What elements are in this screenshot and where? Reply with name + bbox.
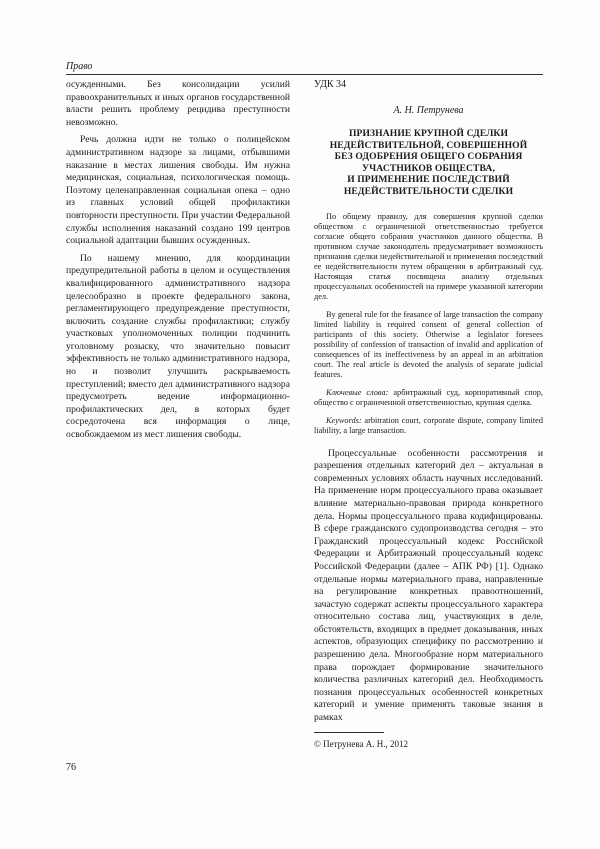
udk-code: УДК 34 — [314, 79, 347, 90]
keywords-english-label: Keywords: — [326, 415, 362, 425]
article-body: Процессуальные особенности рассмотрения и разрешения отдельных категорий дел – актуальная в современных условиях область научных исследований. На применение норм процессуального права оказывает влияние материально-правовая природа конкретного дела. Нормы процессуального права кодифицированы. В сфере гражданского судопроизводства сегодня – это Гражданский процессуальный кодекс Российской Федерации и Арбитражный процессуальный кодекс Российской Федерации (далее – АПК РФ) [1]. Однако отдельные нормы материального права, направленные на регулирование конкретных правоотношений, зачастую содержат аспекты процессуального характера относительно состава лиц, участвующих в деле, обстоятельств, входящих в предмет доказывания, иных аспектов, образующих специфику по рассмотрению и разрешению дела. Многообразие норм материального права порождает формирование значительного количества различных категорий дел. Необходимость познания процессуальных особенностей конкретных категорий и умение применять таковые знания в рамках — [314, 447, 543, 724]
title-line: БЕЗ ОДОБРЕНИЯ ОБЩЕГО СОБРАНИЯ — [334, 151, 523, 163]
article-title — [314, 128, 543, 198]
keywords-english-text: arbitration court, corporate dispute, company limited liability, a large transaction. — [314, 415, 543, 435]
keywords-russian-text: арбитражный суд, корпоративный спор, общество с ограниченной ответственностью, крупная сделка. — [314, 387, 544, 407]
title-line: НЕДЕЙСТВИТЕЛЬНОЙ, СОВЕРШЕННОЙ — [329, 139, 528, 151]
abstract-english: By general rule for the feasance of large transaction the company limited liability is required consent of general collection of participants of this society. Otherwise a legislator foresees possibility of confession of transaction of invalid and application of consequences of its ineffectiveness by an appeal in an arbitration court. The real article is devoted the analysis of separate judicial features. — [314, 309, 543, 379]
footnote-rule — [314, 732, 384, 733]
abstract-russian: По общему правилу, для совершения крупной сделки обществом с ограниченной ответственностью требуется согласие общего собрания участников данного общества. В противном случае законодатель предусматривает возможность признания сделки недействительной и применения последствий ее недействительности путем обращения в арбитражный суд. Настоящая статья посвящена анализу отдельных процессуальных особенностей на примере указанной категории дел. — [314, 211, 543, 301]
title-line: УЧАСТНИКОВ ОБЩЕСТВА, — [362, 162, 495, 174]
title-line: НЕДЕЙСТВИТЕЛЬНОСТИ СДЕЛКИ — [343, 185, 514, 197]
right-column — [314, 79, 543, 725]
keywords-english — [314, 416, 543, 436]
left-paragraph-2: Речь должна идти не только о полицейском административном надзоре за лицами, отбывшими наказание в местах лишения свободы. Им нужна медицинская, социальная, психологическая помощь. Поэтому целенаправленная социальная опека – одно из главных условий общей профилактики повторности преступности. При участии Федеральной службы исполнения наказаний создано 199 центров социальной адаптации бывших осужденных. — [66, 134, 290, 247]
title-line: ПРИЗНАНИЕ КРУПНОЙ СДЕЛКИ — [348, 128, 509, 139]
header-rule — [66, 74, 543, 75]
left-paragraph-1: осужденными. Без консолидации усилий правоохранительных и иных органов государственной власти решить проблему рецидива преступности невозможно. — [66, 79, 290, 128]
page-number: 76 — [66, 762, 76, 773]
title-line: И ПРИМЕНЕНИЕ ПОСЛЕДСТВИЙ — [347, 174, 510, 186]
keywords-russian-label: Ключевые слова: — [326, 387, 389, 397]
article-author: А. Н. Петрунева — [393, 105, 464, 116]
copyright-footnote: © Петрунева А. Н., 2012 — [314, 739, 408, 749]
keywords-russian — [314, 388, 543, 408]
running-head: Право — [66, 61, 93, 72]
left-paragraph-3: По нашему мнению, для координации предупредительной работы в целом и осуществления квалифицированного административного надзора целесообразно в проекте федерального закона, регламентирующего предупреждение преступности, включить создание службы профилактики; службу участковых уполномоченных полиции подчинить уголовному розыску, что значительно повысит эффективность не только административного надзора, но и позволит улучшить раскрываемость преступлений; вместо дел административного надзора предусмотреть ведение информационно-профилактических дел, в которых будет сосредоточена вся информация о лице, освобождаемом из мест лишения свободы. — [66, 252, 290, 441]
left-column — [66, 79, 290, 447]
